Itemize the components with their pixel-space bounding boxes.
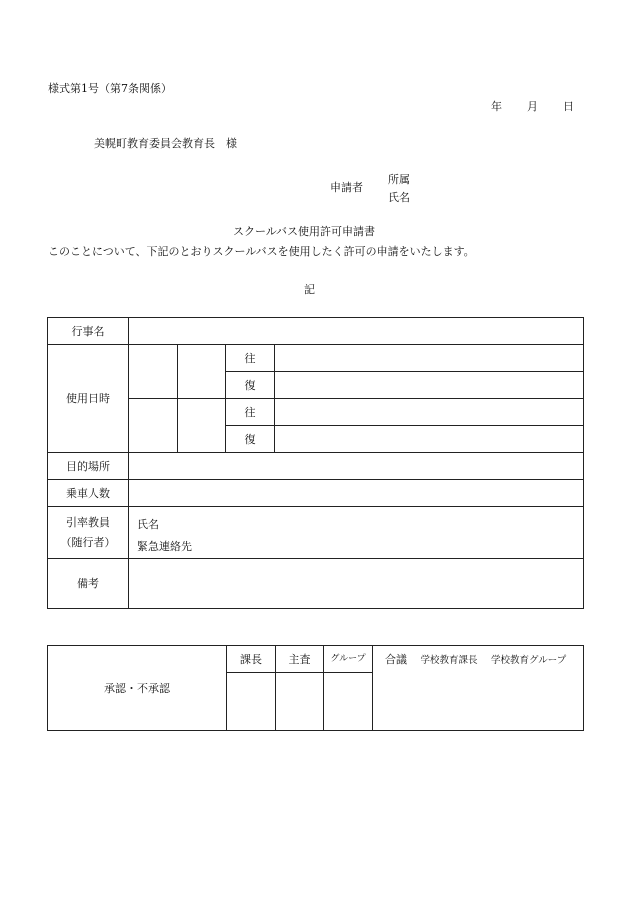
consult-cell: [373, 646, 584, 731]
leader-contact-label: 緊急連絡先: [137, 540, 192, 553]
destination-field[interactable]: [129, 453, 584, 480]
addressee: 美幌町教育委員会教育長 様: [94, 137, 237, 150]
datetime-date-2[interactable]: [129, 399, 178, 453]
group-label: グループ: [324, 646, 373, 673]
ki-heading: 記: [304, 283, 315, 296]
inspector-label: 主査: [276, 646, 324, 673]
remarks-field[interactable]: [129, 559, 584, 609]
approval-table: [47, 645, 584, 731]
date-month: 月: [527, 100, 538, 113]
destination-label: 目的場所: [48, 453, 129, 480]
applicant-label: 申請者: [330, 181, 363, 194]
return-field-1[interactable]: [275, 372, 584, 399]
outbound-label-2: 往: [226, 399, 275, 426]
return-label-2: 復: [226, 426, 275, 453]
event-name-field[interactable]: [129, 318, 584, 345]
date-day: 日: [563, 100, 574, 113]
leader-label-line1: 引率教員: [66, 515, 110, 529]
outbound-field-1[interactable]: [275, 345, 584, 372]
leader-label: [48, 507, 129, 559]
datetime-time-1[interactable]: [178, 345, 226, 399]
return-field-2[interactable]: [275, 426, 584, 453]
consult-label: 合議: [385, 653, 407, 666]
leader-label-line2: （随行者）: [60, 535, 116, 549]
outbound-label-1: 往: [226, 345, 275, 372]
leader-field[interactable]: [129, 507, 584, 559]
date-year: 年: [491, 100, 502, 113]
passengers-field[interactable]: [129, 480, 584, 507]
form-number: 様式第1号（第7条関係）: [48, 82, 172, 95]
passengers-label: 乗車人数: [48, 480, 129, 507]
name-label: 氏名: [388, 191, 410, 204]
group-stamp[interactable]: [324, 673, 373, 731]
consult-dept2: 学校教育グループ: [491, 655, 567, 666]
inspector-stamp[interactable]: [276, 673, 324, 731]
leader-name-label: 氏名: [137, 518, 159, 531]
return-label-1: 復: [226, 372, 275, 399]
event-name-label: 行事名: [48, 318, 129, 345]
document-title: スクールバス使用許可申請書: [233, 225, 376, 238]
application-table: [47, 317, 584, 609]
approval-label: 承認・不承認: [48, 646, 227, 731]
intro-text: このことについて、下記のとおりスクールバスを使用したく許可の申請をいたします。: [48, 245, 475, 258]
chief-label: 課長: [227, 646, 276, 673]
datetime-time-2[interactable]: [178, 399, 226, 453]
affiliation-label: 所属: [388, 173, 410, 186]
datetime-label: 使用日時: [48, 345, 129, 453]
datetime-date-1[interactable]: [129, 345, 178, 399]
chief-stamp[interactable]: [227, 673, 276, 731]
consult-dept1: 学校教育課長: [420, 655, 478, 666]
outbound-field-2[interactable]: [275, 399, 584, 426]
remarks-label: 備考: [48, 559, 129, 609]
